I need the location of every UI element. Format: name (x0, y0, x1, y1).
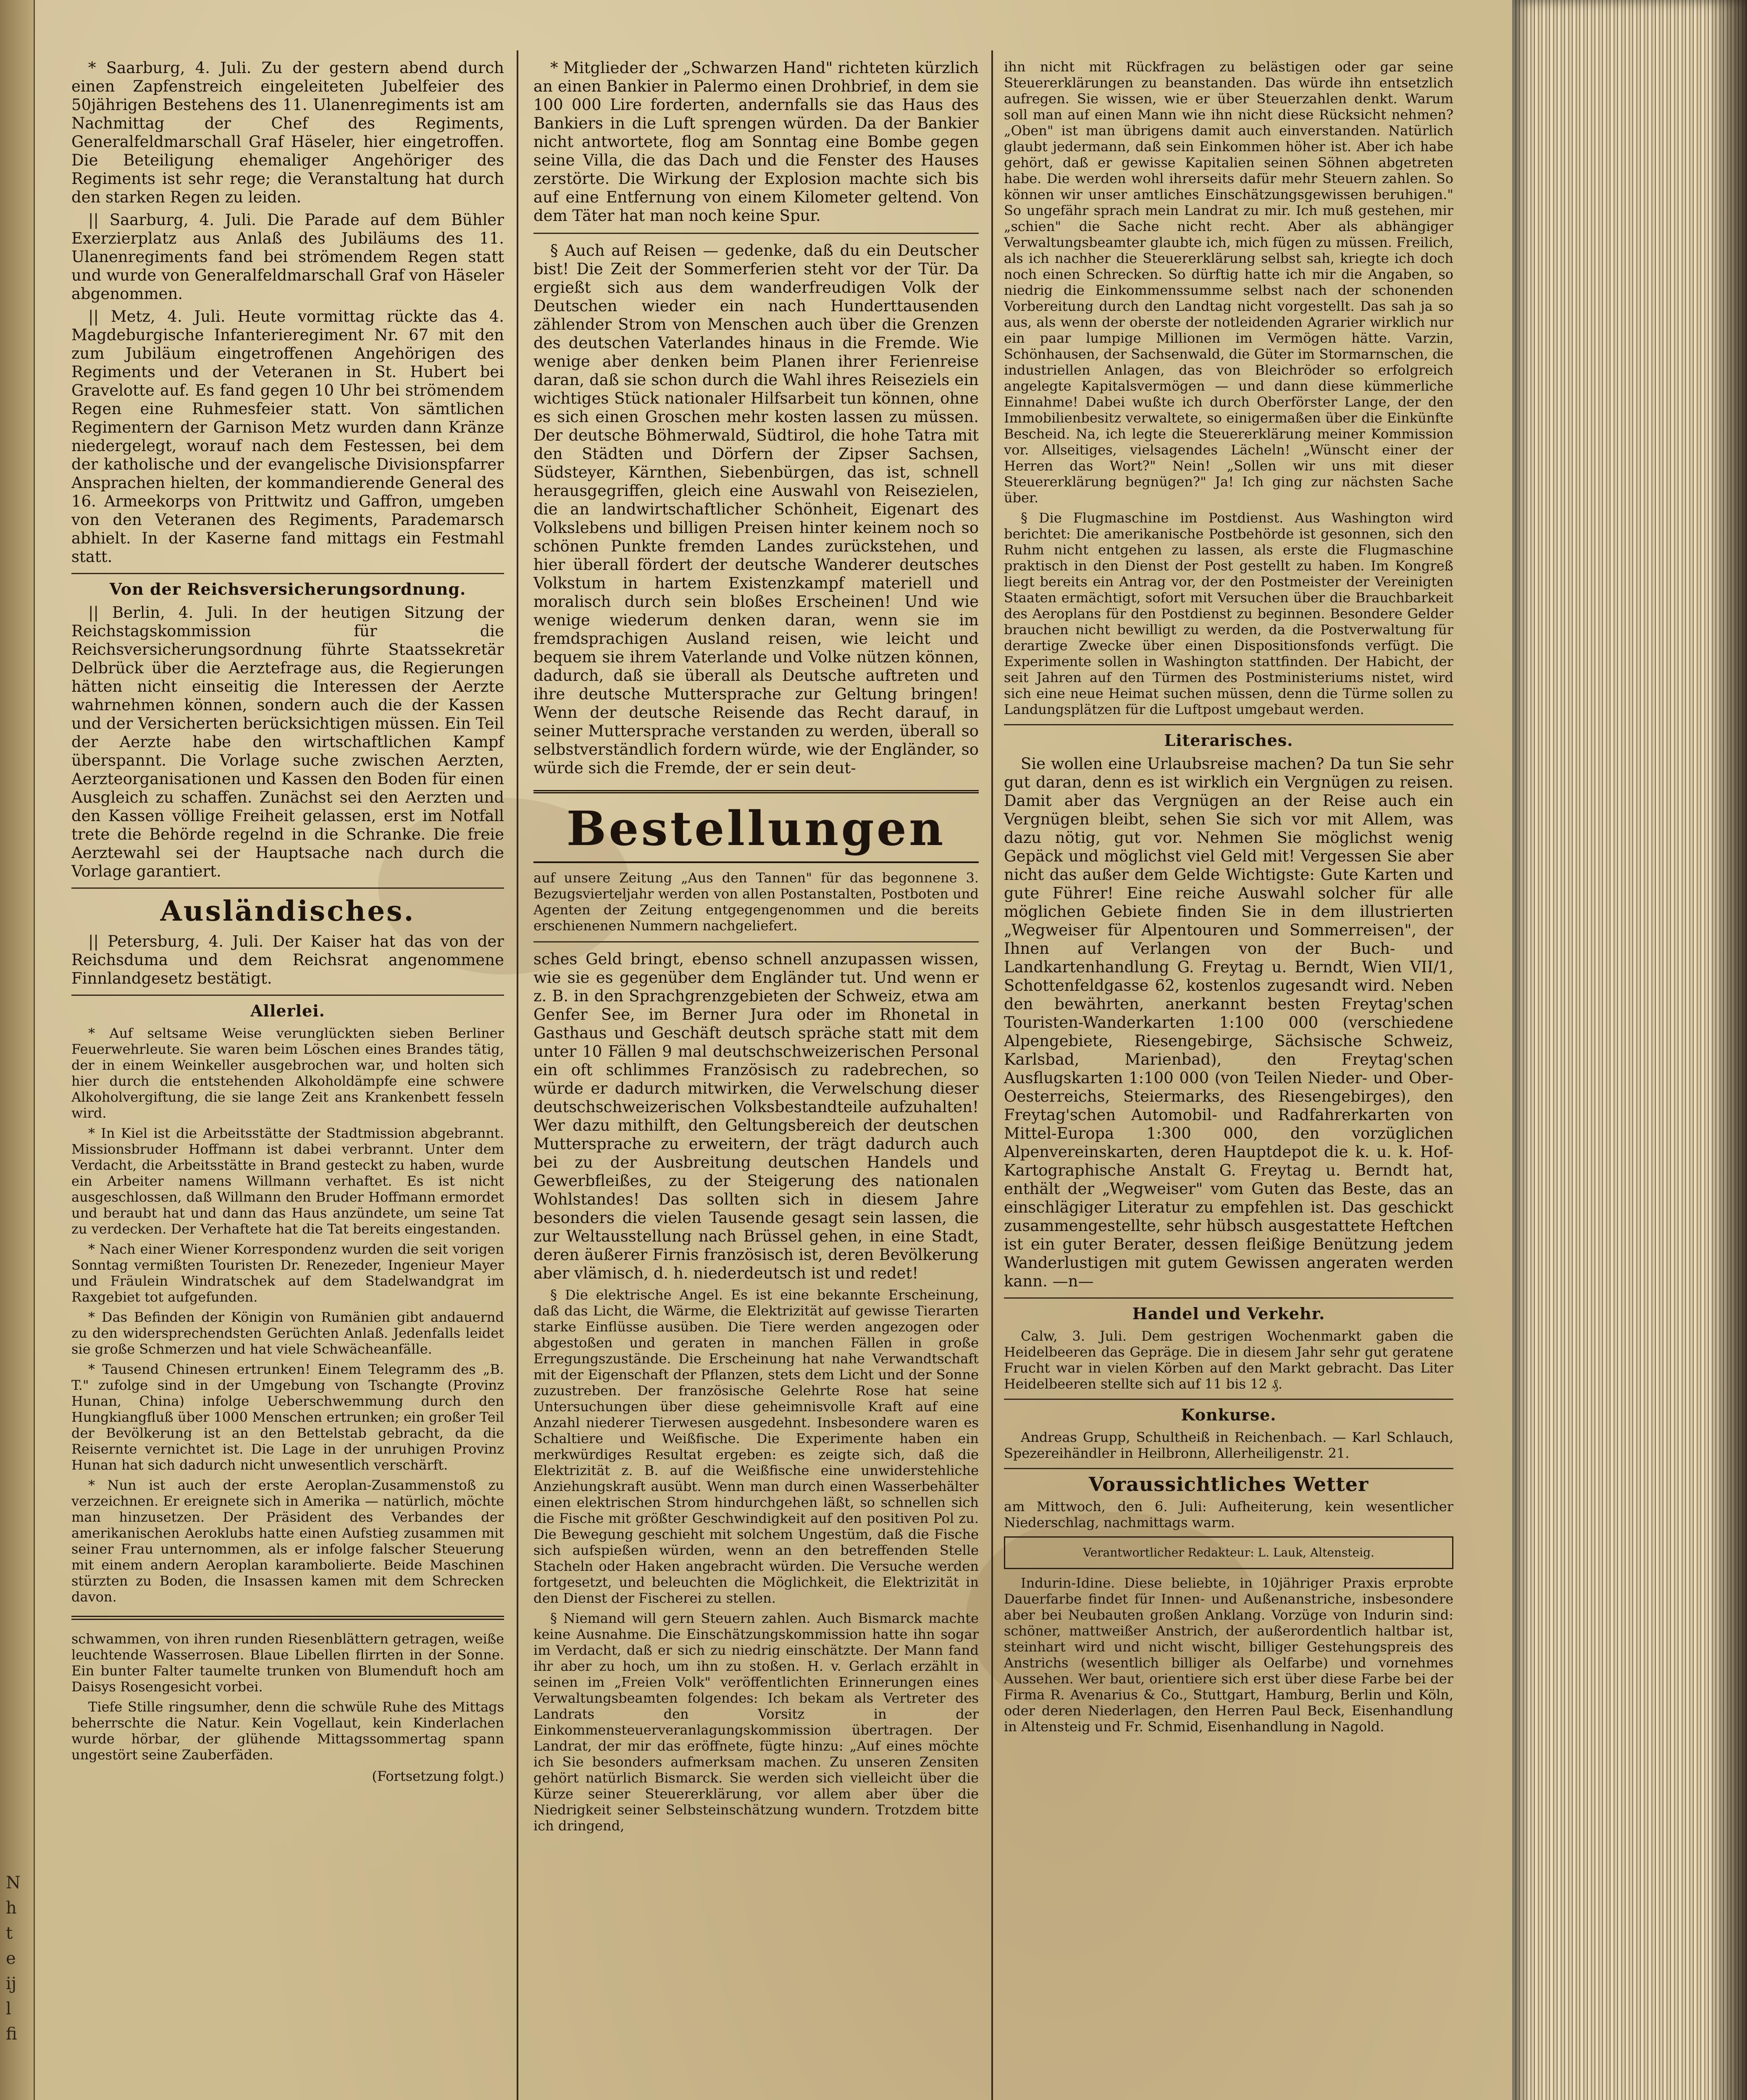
edge-letter: fi (6, 2024, 17, 2044)
continuation-note: (Fortsetzung folgt.) (372, 1768, 504, 1784)
column-1 (71, 59, 504, 1785)
binding-shadow (1709, 0, 1747, 2100)
article-petersburg: || Petersburg, 4. Juli. Der Kaiser hat das von der Reichsduma und dem Reichsrat angenommene Finnlandgesetz bestätigt. (71, 932, 504, 987)
article-metz: || Metz, 4. Juli. Heute vormittag rückte das 4. Magdeburgische Infanterieregiment Nr. 67 mit den zum Jubiläum eingetroffenen Angehörigen des Regiments und der Veteranen in St. Hubert bei Gravelotte auf. Es fand gegen 10 Uhr bei strömendem Regen eine Ruhmesfeier statt. Von sämtlichen Regimentern der Garnison Metz wurden dann Kränze niedergelegt, worauf nach dem Festessen, bei dem der katholische und der evangelische Divisionspfarrer Ansprachen hielten, der kommandierende General des 16. Armeekorps von Prittwitz und Gaffron, umgeben von den Veteranen des Regiments, Parademarsch abhielt. In der Kaserne fand mittags ein Festmahl statt. (71, 307, 504, 566)
feuilleton-text: Tiefe Stille ringsumher, denn die schwüle Ruhe des Mittags beherrschte die Natur. Kein Vogellaut, kein Kinderlachen wurde hörbar, der glühende Mittagssommertag spann ungestört seine Zauberfäden. (71, 1699, 504, 1763)
book-page-edges (1512, 0, 1747, 2100)
feuilleton-text: schwammen, von ihren runden Riesenblättern getragen, weiße leuchtende Wasserrosen. Blaue Libellen flirrten in der Sonne. Ein bunter Falter taumelte trunken von Blumenduft hoch am Daisys Rosengesicht vorbei. (71, 1631, 504, 1695)
column-rule (991, 50, 993, 2100)
edge-letter: ij (6, 1974, 17, 1993)
edge-letter: N (6, 1873, 21, 1893)
misc-item-queen: * Das Befinden der Königin von Rumänien gibt andauernd zu den widersprechendsten Gerüchten Anlaß. Jedenfalls leidet sie große Schmerzen und hat viele Schwächeanfälle. (71, 1309, 504, 1357)
section-heading-bankruptcies: Konkurse. (1004, 1399, 1453, 1424)
edge-letter: e (6, 1949, 16, 1968)
section-heading-weather: Voraussichtliches Wetter (1004, 1468, 1453, 1494)
subscription-notice (533, 790, 979, 863)
article-vacation: Sie wollen eine Urlaubsreise machen? Da tun Sie sehr gut daran, denn es ist wirklich ein Vergnügen zu reisen. Damit aber das Vergnügen an der Reise auch ein Vergnügen bleibt, sehen Sie sich vor mit Allem, was dazu nötig, gut vor. Nehmen Sie möglichst wenig Gepäck und möglichst viel Geld mit! Vergessen Sie aber nicht das außer dem Gelde Wichtigste: Gute Karten und gute Führer! Eine reiche Auswahl solcher für alle möglichen Gebiete finden Sie in dem illustrierten „Wegweiser für Alpentouren und Sommerreisen", der Ihnen auf Verlangen von der Buch- und Landkartenhandlung G. Freytag u. Berndt, Wien VII/1, Schottenfeldgasse 62, kostenlos zugesandt wird. Neben den bewährten, anerkannt besten Freytag'schen Touristen-Wanderkarten 1:100 000 (verschiedene Alpengebiete, Riesengebirge, Sächsische Schweiz, Karlsbad, Marienbad), den Freytag'schen Ausflugskarten 1:100 000 (von Teilen Nieder- und Ober-Oesterreichs, Steiermarks, des Riesengebirges), den Freytag'schen Automobil- und Radfahrerkarten von Mittel-Europa 1:300 000, den vorzüglichen Alpenvereinskarten, deren Hauptdepot die k. u. k. Hof-Kartographische Anstalt G. Freytag u. Berndt hat, enthält der „Wegweiser" vom Guten das Beste, das an einschlägiger Literatur zu empfehlen ist. Das geschickt zusammengestellte, sehr hübsch ausgestattete Heftchen ist ein guter Berater, dessen fleißige Benützung jedem Wanderlustigen mit gutem Gewissen angeraten werden kann. —n— (1004, 755, 1453, 1290)
misc-item-firefighters: * Auf seltsame Weise verunglückten sieben Berliner Feuerwehrleute. Sie waren beim Löschen eines Brandes tätig, der in einem Weinkeller ausgebrochen war, und holten sich hier durch die entstehenden Alkoholdämpfe eine schwere Alkoholvergiftung, die sie lange Zeit ans Krankenbett fesseln wird. (71, 1025, 504, 1121)
column-rule (517, 50, 518, 2100)
divider (533, 233, 979, 234)
article-berlin-insurance: || Berlin, 4. Juli. In der heutigen Sitzung der Reichstagskommission für die Reichsversicherungsordnung führte Staatssekretär Delbrück über die Aerztefrage aus, die Regierungen hätten nicht einseitig die Interessen der Aerzte wahrnehmen können, sondern auch die der Kassen und der Versicherten berücksichtigen müssen. Ein Teil der Aerzte habe den wirtschaftlichen Kampf überspannt. Die Vorlage suche zwischen Aerzten, Aerzteorganisationen und Kassen den Boden für einen Ausgleich zu schaffen. Zunächst sei den Aerzten und den Kassen völlige Freiheit gelassen, erst im Notfall trete die Behörde regelnd in die Schranke. Die freie Aerztewahl sei der Hauptsache nach durch die Vorlage garantiert. (71, 604, 504, 880)
article-travel-continued: sches Geld bringt, ebenso schnell anzupassen wissen, wie sie es gegenüber dem Engländer tut. Und wenn er z. B. in den Sprachgrenzgebieten der Schweiz, etwa am Genfer See, im Berner Jura oder im Rhonetal in Gasthaus und Geschäft deutsch spräche statt mit dem unter 10 Fällen 9 mal deutschschweizerischen Personal ein oft schlimmes Französisch zu radebrechen, so würde er dadurch mitwirken, die Verwelschung dieser deutschschweizerischen Volksbestandteile aufzuhalten! Wer dazu mithilft, den Geltungsbereich der deutschen Muttersprache zu erweitern, der trägt dadurch auch bei zu der Ausbreitung deutschen Handels und Gewerbfleißes, zu der Steigerung des nationalen Wohlstandes! Das sollten sich in diesem Jahre besonders die vielen Tausende gesagt sein lassen, die zur Weltausstellung nach Brüssel gehen, in eine Stadt, deren äußerer Firnis französisch ist, deren Bevölkerung aber vlämisch, d. h. niederdeutsch ist und redet! (533, 950, 979, 1282)
section-heading-misc: Allerlei. (71, 995, 504, 1020)
article-saarburg-jubilee: * Saarburg, 4. Juli. Zu der gestern abend durch einen Zapfenstreich eingeleiteten Jubelfeier des 50jährigen Bestehens des 11. Ulanenregiments ist am Nachmittag der Chef des Regiments, Generalfeldmarschall Graf Häseler, hier eingetroffen. Die Beteiligung ehemaliger Angehöriger des Regiments ist sehr rege; die Veranstaltung hat durch den starken Regen zu leiden. (71, 59, 504, 206)
weather-forecast: am Mittwoch, den 6. Juli: Aufheiterung, kein wesentlicher Niederschlag, nachmittags warm. (1004, 1499, 1453, 1530)
section-heading-foreign: Ausländisches. (71, 887, 504, 927)
column-3 (1004, 59, 1453, 1739)
misc-item-tourists: * Nach einer Wiener Korrespondenz wurden die seit vorigen Sonntag vermißten Touristen Dr. Renezeder, Ingenieur Mayer und Fräulein Windratschek auf dem Stadelwandgrat im Raxgebiet tot aufgefunden. (71, 1241, 504, 1305)
article-bismarck-continued: ihn nicht mit Rückfragen zu belästigen oder gar seine Steuererklärungen zu beanstanden. Das würde ihn entsetzlich aufregen. Sie wissen, wie er über Steuerzahlen denkt. Warum soll man auf einen Mann wie ihn nicht diese Rücksicht nehmen? „Oben" ist man übrigens damit auch einverstanden. Natürlich glaubt jedermann, daß sein Einkommen höher ist. Aber ich habe gehört, daß er gewisse Kapitalien seinen Söhnen abgetreten habe. Die werden wohl ihrerseits dafür mehr Steuern zahlen. So können wir unser amtliches Einschätzungsgewissen beruhigen." So ungefähr sprach mein Landrat zu mir. Ich muß gestehen, mir „schien" die Sache nicht recht. Aber als abhängiger Verwaltungsbeamter glaubte ich, mich fügen zu müssen. Freilich, als ich nachher die Steuererklärung selbst sah, kriegte ich doch noch einen Schrecken. So dürftig hatte ich mir die Angaben, so niedrig die Einkommenssumme selbst nach der schonenden Vorbereitung durch den Landtag nicht vorgestellt. Das sah ja so aus, als wenn der oberste der notleidenden Agrarier wirklich nur ein paar lumpige Millionen im Vermögen hätte. Varzin, Schönhausen, der Sachsenwald, die Güter im Stormarnschen, die industriellen Anlagen, das von Bleichröder so erfolgreich angelegte Kapitalsvermögen — und dann diese kümmerliche Einnahme! Dabei wußte ich durch Oberförster Lange, der den Immobilienbesitz verwaltete, so einigermaßen über die Einkünfte Bescheid. Na, ich legte die Steuererklärung meiner Kommission vor. Allseitiges, vielsagendes Lächeln! „Wünscht einer der Herren das Wort?" Nein! „Sollen wir uns mit dieser Steuererklärung begnügen?" Ja! Ich ging zur nächsten Sache über. (1004, 59, 1453, 506)
previous-page-edge (0, 0, 35, 2100)
article-saarburg-parade: || Saarburg, 4. Juli. Die Parade auf dem Bühler Exerzierplatz aus Anlaß des Jubiläums des 11. Ulanenregiments fand bei strömendem Regen statt und wurde von Generalfeldmarschall Graf von Häseler abgenommen. (71, 211, 504, 303)
article-airmail: § Die Flugmaschine im Postdienst. Aus Washington wird berichtet: Die amerikanische Postbehörde ist gesonnen, sich den Ruhm nicht entgehen zu lassen, als erste die Flugmaschine praktisch in den Dienst der Post gestellt zu haben. Im Kongreß liegt bereits ein Antrag vor, der den Postmeister der Vereinigten Staaten ermächtigt, sofort mit Versuchen über die Brauchbarkeit des Aeroplans für den Postdienst zu beginnen. Besondere Gelder brauchen nicht bewilligt zu werden, da die Postverwaltung für derartige Zwecke über einen Dispositionsfonds verfügt. Die Experimente sollen in Washington stattfinden. Der Habicht, der seit Jahren auf den Türmen des Postministeriums nistet, wird sich eine neue Heimat suchen müssen, denn die Türme sollen zu Landungsplätzen für die Luftpost umgebaut werden. (1004, 510, 1453, 717)
edge-letter: t (6, 1924, 13, 1943)
editor-line: Verantwortlicher Redakteur: L. Lauk, Altensteig. (1004, 1536, 1453, 1569)
edge-letter: h (6, 1898, 17, 1918)
article-calw-market: Calw, 3. Juli. Dem gestrigen Wochenmarkt gaben die Heidelbeeren das Gepräge. Die in diesem Jahr sehr gut geratene Frucht war in vielen Körben auf den Markt gebracht. Das Liter Heidelbeeren stellte sich auf 11 bis 12 ₰. (1004, 1328, 1453, 1392)
feuilleton-divider (71, 1616, 504, 1620)
misc-item-kiel: * In Kiel ist die Arbeitsstätte der Stadtmission abgebrannt. Missionsbruder Hoffmann ist dabei verbrannt. Unter dem Verdacht, die Arbeitsstätte in Brand gesteckt zu haben, wurde ein Arbeiter namens Willmann verhaftet. Es ist nicht ausgeschlossen, daß Willmann den Bruder Hoffmann ermordet und beraubt hat und dann das Haus anzündete, um seine Tat zu verdecken. Der Verhaftete hat die Tat bereits eingestanden. (71, 1125, 504, 1237)
article-bismarck-taxes: § Niemand will gern Steuern zahlen. Auch Bismarck machte keine Ausnahme. Die Einschätzungskommission hatte ihn sogar im Verdacht, daß er sich zu niedrig einschätzte. Der Mann fand ihr aber zu hoch, um ihn zu stoßen. H. v. Gerlach erzählt in seinen im „Freien Volk" veröffentlichten Erinnerungen eines Verwaltungsbeamten folgendes: Ich bekam als Vertreter des Landrats den Vorsitz in der Einkommensteuerveranlagungskommission übertragen. Der Landrat, der mir das eröffnete, fügte hinzu: „Auf eines möchte ich Sie besonders aufmerksam machen. Zu unseren Zensiten gehört natürlich Bismarck. Sie werden sich vielleicht über die Kürze seiner Steuererklärung, vor allem aber über die Niedrigkeit seiner Selbsteinschätzung wundern. Trotzdem bitte ich dringend, (533, 1610, 979, 1834)
subscription-title: Bestellungen (566, 801, 946, 856)
bankruptcy-list: Andreas Grupp, Schultheiß in Reichenbach. — Karl Schlauch, Spezereihändler in Heilbronn, Allerheiligenstr. 21. (1004, 1429, 1453, 1461)
section-heading: Von der Reichsversicherungsordnung. (71, 573, 504, 598)
article-electric-angel: § Die elektrische Angel. Es ist eine bekannte Erscheinung, daß das Licht, die Wärme, die Elektrizität auf gewisse Tierarten starke Einflüsse ausüben. Die Tiere werden angezogen oder abgestoßen und geraten in manchen Fällen in große Erregungszustände. Die Erscheinung hat nahe Verwandtschaft mit der Eigenschaft der Pflanzen, stets dem Licht und der Sonne zuzustreben. Der französische Gelehrte Rose hat seine Untersuchungen über diese geheimnisvolle Kraft auf eine Anzahl niederer Tierwesen ausgedehnt. Insbesondere waren es Schaltiere und Weißfische. Die Experimente haben ein merkwürdiges Resultat ergeben: es zeigte sich, daß die Elektrizität z. B. auf die Weißfische eine unwiderstehliche Anziehungskraft ausübt. Wenn man durch einen Wasserbehälter einen elektrischen Strom hindurchgehen läßt, so schnellen sich die Fische mit größter Geschwindigkeit auf den positiven Pol zu. Die Bewegung geschieht mit solchem Ungestüm, daß die Fische sich aufspießen würden, wenn an den betreffenden Stelle Stacheln oder Haken angebracht würden. Die Versuche werden fortgesetzt, und beleuchten die Möglichkeit, die Elektrizität in den Dienst der Fischerei zu stellen. (533, 1287, 979, 1606)
misc-item-aeroplane: * Nun ist auch der erste Aeroplan-Zusammenstoß zu verzeichnen. Er ereignete sich in Amerika — natürlich, möchte man hinzusetzen. Der Präsident des Verbandes der amerikanischen Aeroklubs hatte einen Aufstieg zusammen mit seiner Frau unternommen, als er infolge falscher Steuerung mit einem andern Aeroplan karambolierte. Beide Maschinen stürzten zu Boden, die Insassen kamen mit dem Schrecken davon. (71, 1477, 504, 1605)
article-travel: § Auch auf Reisen — gedenke, daß du ein Deutscher bist! Die Zeit der Sommerferien steht vor der Tür. Da ergießt sich aus dem wanderfreudigen Volk der Deutschen wieder ein nach Hunderttausenden zählender Strom von Menschen auch über die Grenzen des deutschen Vaterlandes hinaus in die Fremde. Wie wenige aber denken beim Planen ihrer Ferienreise daran, daß sie schon durch die Wahl ihres Reiseziels ein wichtiges Stück nationaler Hilfsarbeit tun können, ohne es sich einen Groschen mehr kosten lassen zu müssen. Der deutsche Böhmerwald, Südtirol, die hohe Tatra mit den Städten und Dörfern der Zipser Sachsen, Südsteyer, Kärnthen, Siebenbürgen, das ist, schnell herausgegriffen, gleich eine Auswahl von Reisezielen, die an landwirtschaftlicher Schönheit, Eigenart des Volkslebens und billigen Preisen hinter keinem noch so schönen Punkte fremden Landes zurückstehen, und hier überall fördert der deutsche Wanderer deutsches Volkstum in hartem Existenzkampf materiell und moralisch durch sein bloßes Erscheinen! Und wie wenige wiederum denken daran, wenn sie im fremdsprachigen Ausland reisen, wie leicht und bequem sie ihrem Vaterlande und Volke nützen können, dadurch, daß sie überall als Deutsche auftreten und ihre deutsche Muttersprache zur Geltung bringen! Wenn der deutsche Reisende das Recht darauf, in seiner Muttersprache verstanden zu werden, überall so selbstverständlich fordern würde, wie der Engländer, so würde sich die Fremde, der er sein deut- (533, 242, 979, 777)
column-2 (533, 59, 979, 1838)
section-heading-literary: Literarisches. (1004, 724, 1453, 750)
section-heading-trade: Handel und Verkehr. (1004, 1297, 1453, 1323)
subscription-text: auf unsere Zeitung „Aus den Tannen" für das begonnene 3. Bezugsvierteljahr werden von allen Postanstalten, Postboten und Agenten der Zeitung entgegengenommen und die bereits erschienenen Nummern nachgeliefert. (533, 870, 979, 934)
edge-letter: l (6, 1999, 11, 2019)
divider (533, 941, 979, 942)
misc-item-chinese: * Tausend Chinesen ertrunken! Einem Telegramm des „B. T." zufolge sind in der Umgebung von Tschangte (Provinz Hunan, China) infolge Ueberschwemmung durch den Hungkiangfluß über 1000 Menschen ertrunken; ein großer Teil der Bevölkerung ist an den Bettelstab gebracht, da die Reisernte vernichtet ist. Die Lage in der unruhigen Provinz Hunan hat sich dadurch nicht unwesentlich verschärft. (71, 1361, 504, 1473)
advert-indurin: Indurin-Idine. Diese beliebte, in 10jähriger Praxis erprobte Dauerfarbe findet für Innen- und Außenanstriche, insbesondere aber bei Neubauten großen Anklang. Vorzüge von Indurin sind: schöner, mattweißer Anstrich, der außerordentlich haltbar ist, steinhart wird und nicht wischt, billiger Gestehungspreis des Anstrichs (wesentlich billiger als Oelfarbe) und vornehmes Aussehen. Wer baut, orientiere sich erst über diese Farbe bei der Firma R. Avenarius & Co., Stuttgart, Hamburg, Berlin und Köln, oder deren Niederlagen, den Herren Paul Beck, Eisenhandlung in Altensteig und Fr. Schmid, Eisenhandlung in Nagold. (1004, 1575, 1453, 1735)
article-black-hand: * Mitglieder der „Schwarzen Hand" richteten kürzlich an einen Bankier in Palermo einen Drohbrief, in dem sie 100 000 Lire forderten, andernfalls sie das Haus des Bankiers in die Luft sprengen würden. Da der Bankier nicht antwortete, flog am Sonntag eine Bombe gegen seine Villa, die das Dach und die Fenster des Hauses zerstörte. Die Wirkung der Explosion machte sich bis auf eine Entfernung von einem Kilometer geltend. Von dem Täter hat man noch keine Spur. (533, 59, 979, 225)
